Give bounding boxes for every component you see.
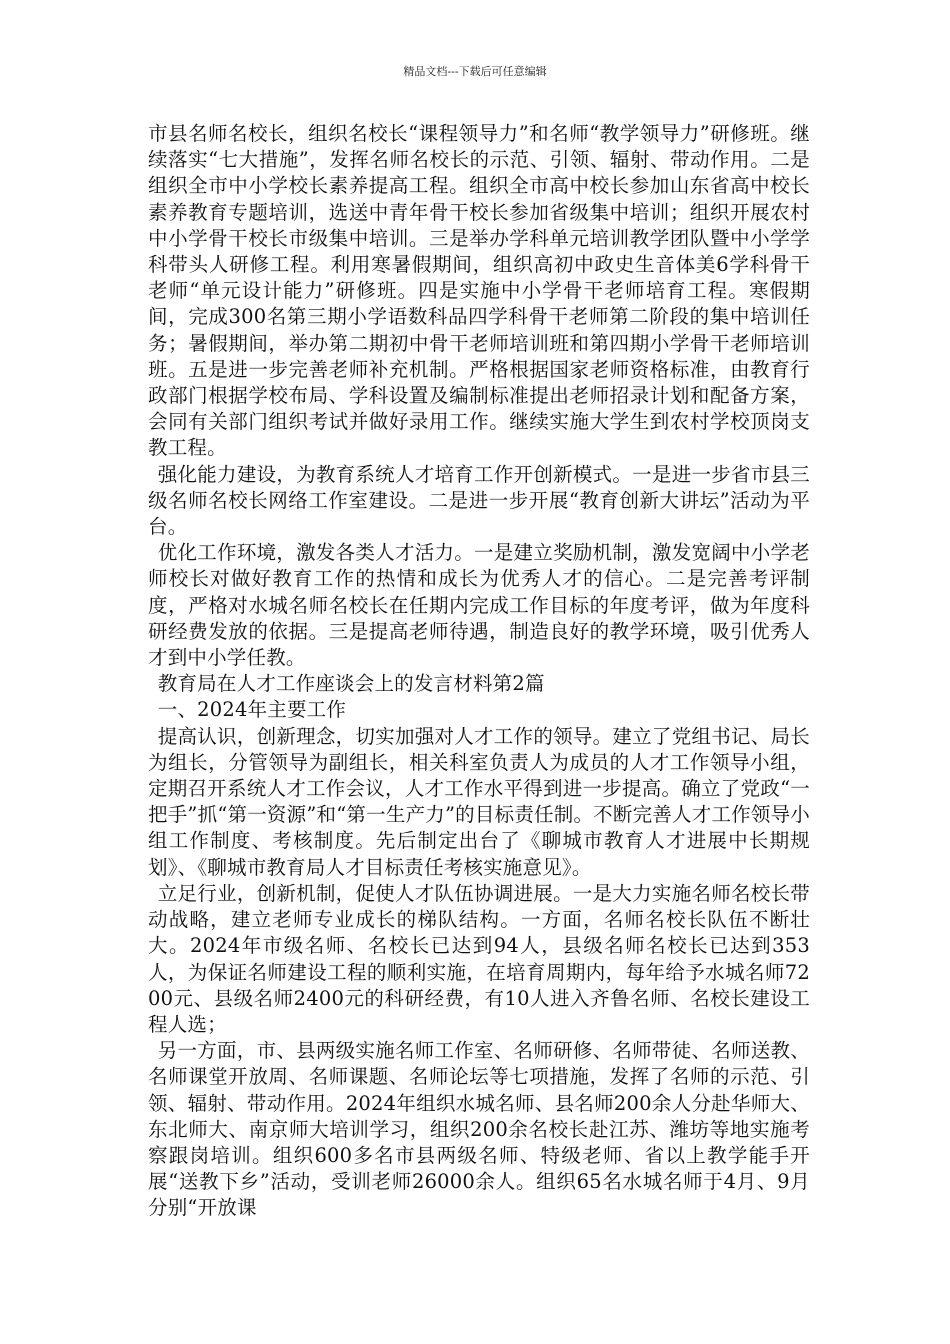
- section-title: 教育局在人才工作座谈会上的发言材料第2篇: [157, 672, 545, 696]
- page-header: 精品文档---下载后可任意编辑: [403, 65, 547, 78]
- paragraph-measures: 另一方面，市、县两级实施名师工作室、名师研修、名师带徒、名师送教、名师课堂开放周、名师课题、名师论坛等七项措施，发挥了名师的示范、引领、辐射、带动作用。2024年组织水城名师、县名师200余人分赴华师大、东北师大、南京师大培训学习，组织200余名校长赴江苏、潍坊等地实施考察跟岗培训。组织600多名市县两级名师、特级老师、省以上教学能手开展“送教下乡”活动，受训老师26000余人。组织65名水城名师于4月、9月分别“开放课: [148, 1039, 810, 1220]
- paragraph-work-environment: 优化工作环境，激发各类人才活力。一是建立奖励机制，激发宽阔中小学老师校长对做好教育工作的热情和成长为优秀人才的信心。二是完善考评制度，严格对水城名师名校长在任期内完成工作目标的年度考评，做为年度科研经费发放的依据。三是提高老师待遇，制造良好的教学环境，吸引优秀人才到中小学任教。: [148, 541, 810, 670]
- section-subtitle: 一、2024年主要工作: [157, 698, 347, 722]
- document-body: [148, 121, 810, 1222]
- paragraph-mechanism: 立足行业，创新机制，促使人才队伍协调进展。一是大力实施名师名校长带动战略，建立老师专业成长的梯队结构。一方面，名师名校长队伍不断壮大。2024年市级名师、名校长已达到94人，县级名师名校长已达到353人，为保证名师建设工程的顺利实施，在培育周期内，每年给予水城名师7200元、县级名师2400元的科研经费，有10人进入齐鲁名师、名校长建设工程人选；: [148, 881, 810, 1036]
- paragraph-leadership: 提高认识，创新理念，切实加强对人才工作的领导。建立了党组书记、局长为组长，分管领导为副组长，相关科室负责人为成员的人才工作领导小组，定期召开系统人才工作会议，人才工作水平得到进一步提高。确立了党政“一把手”抓“第一资源”和“第一生产力”的目标责任制。不断完善人才工作领导小组工作制度、考核制度。先后制定出台了《聊城市教育人才进展中长期规划》、《聊城市教育局人才目标责任考核实施意见》。: [148, 724, 810, 879]
- paragraph-capacity-building: 强化能力建设，为教育系统人才培育工作开创新模式。一是进一步省市县三级名师名校长网络工作室建设。二是进一步开展“教育创新大讲坛”活动为平台。: [148, 462, 810, 539]
- paragraph-continuation: 市县名师名校长，组织名校长“课程领导力”和名师“教学领导力”研修班。继续落实“七大措施”，发挥名师名校长的示范、引领、辐射、带动作用。二是组织全市中小学校长素养提高工程。组织全市高中校长参加山东省高中校长素养教育专题培训，选送中青年骨干校长参加省级集中培训；组织开展农村中小学骨干校长市级集中培训。三是举办学科单元培训教学团队暨中小学学科带头人研修工程。利用寒暑假期间，组织高初中政史生音体美6学科骨干老师“单元设计能力”研修班。四是实施中小学骨干老师培育工程。寒假期间，完成300名第三期小学语数科品四学科骨干老师第二阶段的集中培训任务；暑假期间，举办第二期初中骨干老师培训班和第四期小学骨干老师培训班。五是进一步完善老师补充机制。严格根据国家老师资格标准，由教育行政部门根据学校布局、学科设置及编制标准提出老师招录计划和配备方案，会同有关部门组织考试并做好录用工作。继续实施大学生到农村学校顶岗支教工程。: [148, 122, 810, 460]
